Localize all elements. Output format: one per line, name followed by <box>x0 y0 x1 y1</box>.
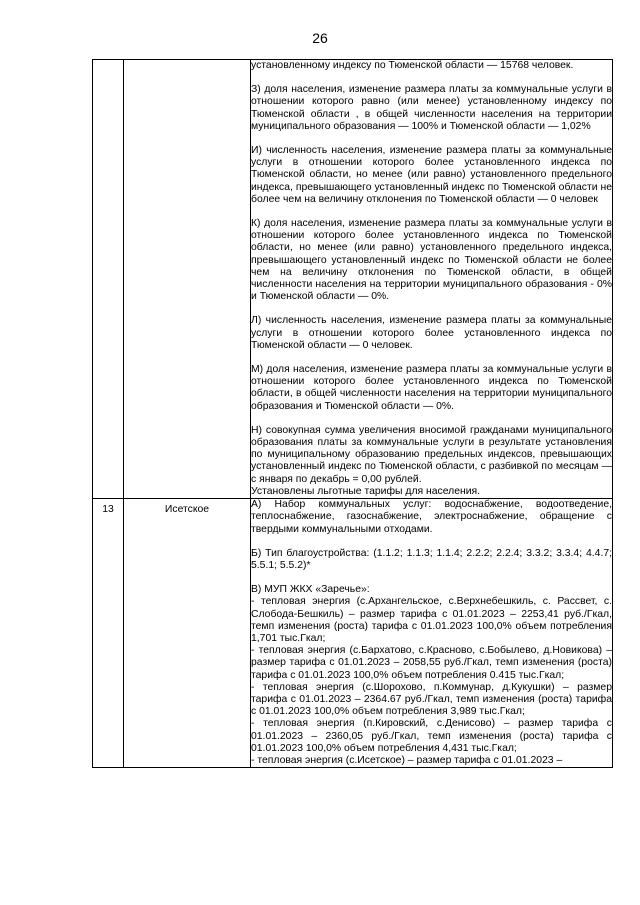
list-item: - тепловая энергия (с.Исетское) – размер тарифа с 01.01.2023 – <box>251 754 563 766</box>
municipality-cell <box>124 499 251 768</box>
paragraph-b: Б) Тип благоустройства: (1.1.2; 1.1.3; 1.1.4; 2.2.2; 2.2.4; 3.3.2; 3.3.4; 4.4.7; 5.5.1; 5.5.2)* <box>251 547 612 571</box>
paragraph-i: И) численность населения, изменение размера платы за коммунальные услуги в отношении которого более установленного индекса по Тюменской области, но менее (или равно) установленного предельного индекса, превышающего установленный индекс по Тюменской области не более чем на величину отклонения по Тюменской области — 0 человек <box>251 145 612 205</box>
data-table <box>92 59 613 768</box>
paragraph-k: К) доля населения, изменение размера платы за коммунальные услуги в отношении которого более установленного индекса по Тюменской области, но менее (или равно) установленного предельного индекса, превышающего установленный индекс по Тюменской области не более чем на величину отклонения по Тюменской области, в общей численности населения на территории муниципального образования - 0% и Тюменской области — 0%. <box>251 218 612 303</box>
table-row <box>93 499 613 768</box>
list-item: - тепловая энергия (с.Шорохово, п.Коммунар, д.Кукушки) – размер тарифа с 01.01.2023 – 2364.67 руб./Гкал, темп изменения (роста) тарифа с 01.01.2023 100,0% объем потребления 3,989 тыс.Гкал; <box>251 681 612 718</box>
paragraph-l: Л) численность населения, изменение размера платы за коммунальные услуги в отношении которого более установленного индекса по Тюменской области — 0 человек. <box>251 315 612 351</box>
paragraph-z: З) доля населения, изменение размера платы за коммунальные услуги в отношении которого равно (или менее) установленному индексу по Тюменской области , в общей численности населения на территории муниципального образования — 100% и Тюменской области — 1,02% <box>251 84 612 132</box>
paragraph: установленному индексу по Тюменской области — 15768 человек. <box>251 60 574 71</box>
list-item: - тепловая энергия (с.Бархатово, с.Красново, с.Бобылево, д.Новикова) – размер тарифа с 01.01.2023 – 2058,55 руб./Гкал, темп изменения (роста) тарифа с 01.01.2023 100,0% объем потребления 0.415 тыс.Гкал; <box>251 645 612 681</box>
municipality-name: Исетское <box>164 504 210 516</box>
row-number: 13 <box>102 504 114 516</box>
list-item: - тепловая энергия (с.Архангельское, с.Верхнебешкиль, с. Рассвет, с. Слобода-Бешкиль) – размер тарифа с 01.01.2023 – 2253,41 руб./Гкал, темп изменения (роста) тарифа с 01.01.2023 100,0% объем потребления 1,701 тыс.Гкал; <box>251 596 612 644</box>
table-row <box>93 60 613 499</box>
paragraph-m: М) доля населения, изменение размера платы за коммунальные услуги в отношении которого более установленного индекса по Тюменской области, в общей численности населения на территории муниципального образования и Тюменской области — 0%. <box>251 364 612 412</box>
description-cell <box>251 60 613 499</box>
municipality-cell <box>124 60 251 499</box>
row-number-cell <box>93 499 124 768</box>
list-item: - тепловая энергия (п.Кировский, с.Денисово) – размер тарифа с 01.01.2023 – 2360,05 руб./Гкал, темп изменения (роста) тарифа с 01.01.2023 100,0% объем потребления 4,431 тыс.Гкал; <box>251 718 612 754</box>
description-cell <box>251 499 613 768</box>
paragraph-tariffs: Установлены льготные тарифы для населения. <box>251 485 481 497</box>
row-number-cell <box>93 60 124 499</box>
paragraph-n: Н) совокупная сумма увеличения вносимой гражданами муниципального образования платы за коммунальные услуги в результате установления по муниципальному образованию предельных индексов, превышающих установленный индекс по Тюменской области, с разбивкой по месяцам — с января по декабрь = 0,00 рублей. <box>251 424 612 485</box>
page-number: 26 <box>312 30 328 46</box>
paragraph-a: А) Набор коммунальных услуг: водоснабжение, водоотведение, теплоснабжение, газоснабжение, электроснабжение, обращение с твердыми коммунальными отходами. <box>251 499 612 535</box>
paragraph-v-heading: В) МУП ЖКХ «Заречье»: <box>251 584 370 596</box>
